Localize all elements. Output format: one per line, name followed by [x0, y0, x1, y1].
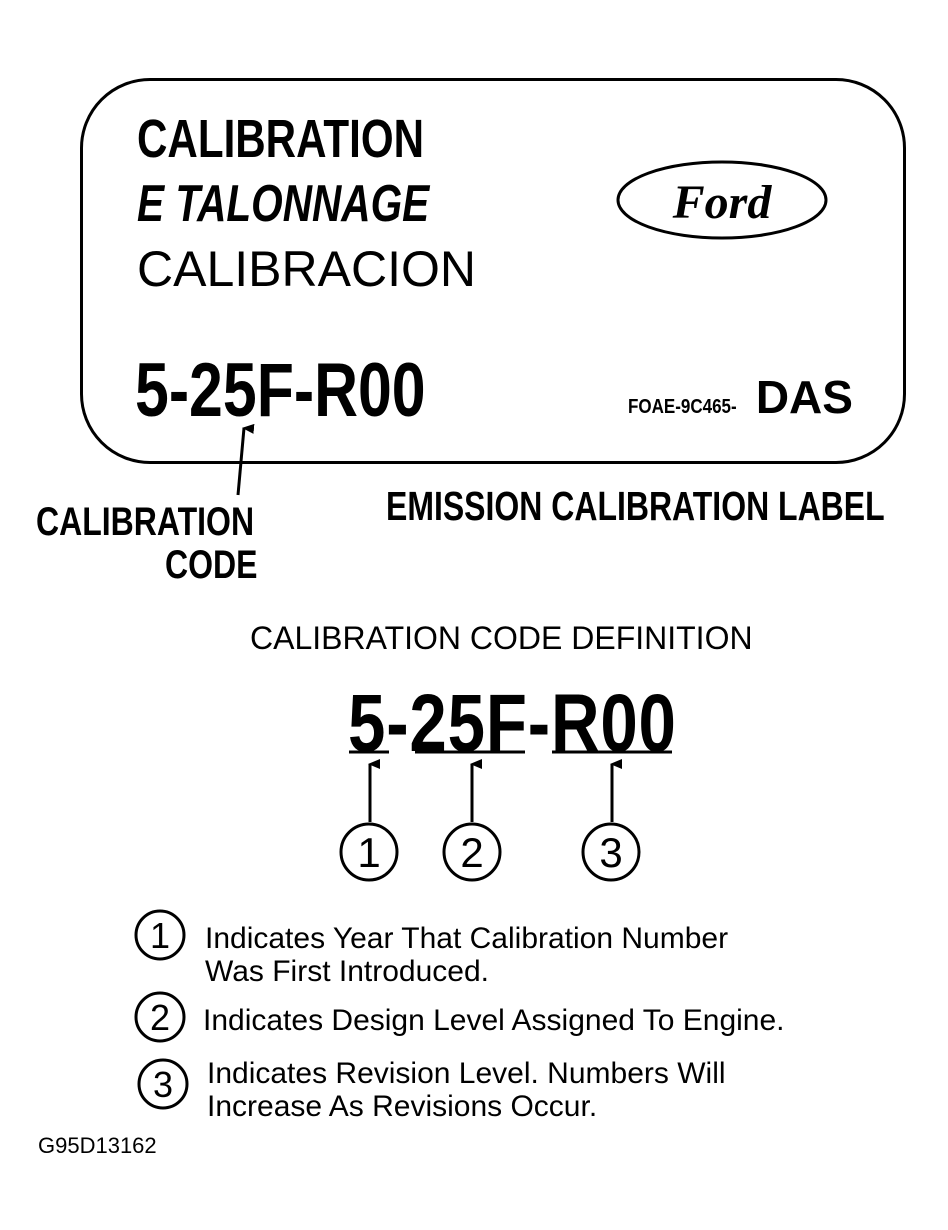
calibration-code-caption-line2: CODE — [165, 543, 258, 587]
legend-2-line1: Indicates Design Level Assigned To Engine. — [203, 1004, 785, 1037]
label-line-english: CALIBRATION — [137, 109, 425, 169]
emission-label-caption: EMISSION CALIBRATION LABEL — [386, 483, 885, 529]
part-number-prefix: FOAE-9C465- — [628, 396, 737, 418]
legend-1-line2: Was First Introduced. — [205, 955, 489, 988]
figure-id: G95D13162 — [38, 1133, 157, 1158]
part-number-suffix: DAS — [755, 371, 853, 423]
marker-1-number: 1 — [357, 829, 381, 876]
legend-1-text — [205, 922, 728, 988]
legend-3-marker — [139, 1060, 187, 1108]
marker-2-number: 2 — [460, 829, 484, 876]
legend-1-marker — [136, 911, 184, 959]
legend-3-line2: Increase As Revisions Occur. — [207, 1090, 598, 1123]
marker-2 — [444, 824, 500, 880]
legend-3-number: 3 — [152, 1064, 174, 1105]
ford-logo-text: Ford — [672, 176, 772, 229]
calibration-code-arrow — [238, 428, 244, 495]
legend-1-number: 1 — [149, 915, 171, 956]
marker-3 — [583, 824, 639, 880]
definition-code: 5-25F-R00 — [348, 678, 677, 769]
legend-3-text — [207, 1057, 726, 1123]
legend-3-line1: Indicates Revision Level. Numbers Will — [207, 1057, 726, 1090]
legend-2-number: 2 — [149, 997, 171, 1038]
definition-title: CALIBRATION CODE DEFINITION — [250, 620, 753, 656]
legend-1-line1: Indicates Year That Calibration Number — [205, 922, 729, 955]
label-line-spanish: CALIBRACION — [137, 241, 476, 297]
marker-1 — [341, 824, 397, 880]
marker-3-number: 3 — [599, 829, 623, 876]
label-calibration-code: 5-25F-R00 — [135, 348, 426, 433]
label-line-french: E TALONNAGE — [137, 175, 430, 233]
legend-2-marker — [136, 993, 184, 1041]
calibration-code-caption-line1: CALIBRATION — [36, 500, 255, 544]
legend-2-text — [203, 1004, 785, 1037]
